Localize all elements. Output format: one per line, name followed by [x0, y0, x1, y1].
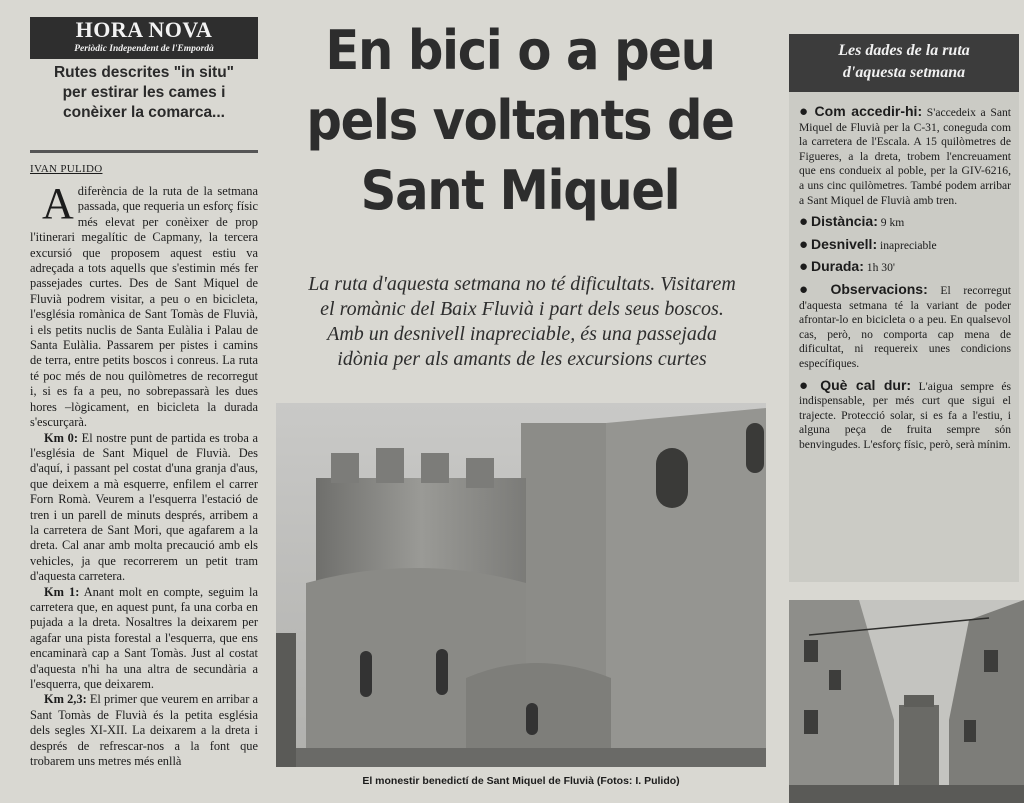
kicker — [30, 63, 258, 123]
masthead-title: HORA NOVA — [75, 17, 213, 42]
masthead — [30, 17, 258, 59]
bullet-icon: ● — [799, 104, 810, 120]
standfirst-line: el romànic del Baix Fluvià i part dels seus boscos. — [320, 298, 724, 320]
paragraph-km0 — [30, 431, 258, 585]
km1-text: Anant molt en compte, seguim la carretera que, en aquest punt, fa una corba en pujada a la dreta. Nosaltres la deixarem per agafar una pista forestal a l'esquerra, que ens encaminarà cap a Sant Tomàs. Just al costat d'aquesta n'hi ha una altra de secundària a l'esquerra, que deixarem. — [30, 584, 258, 691]
info-title-line: Les dades de la ruta — [838, 42, 970, 59]
divider — [30, 150, 258, 153]
byline: IVAN PULIDO — [30, 163, 103, 175]
standfirst-line: Amb un desnivell inapreciable, és una passejada — [327, 323, 717, 345]
drop-cap: A — [42, 179, 74, 228]
info-item-duration — [799, 259, 1011, 276]
info-box-title — [789, 34, 1019, 92]
headline-line: En bici o a peu — [325, 19, 715, 82]
info-label: Durada: — [810, 258, 864, 275]
standfirst-line: La ruta d'aquesta setmana no té dificultats. Visitarem — [308, 273, 736, 295]
kicker-line: Rutes descrites "in situ" — [53, 64, 235, 81]
info-box-body — [799, 104, 1011, 458]
headline-line: pels voltants de — [306, 89, 734, 152]
info-label: Què cal dur: — [820, 376, 912, 393]
article-body — [30, 179, 258, 769]
street-illustration — [789, 600, 1024, 803]
info-label: Desnivell: — [810, 235, 878, 252]
headline — [285, 16, 754, 226]
bullet-icon: ● — [799, 281, 818, 298]
info-text: L'aigua sempre és indispensable, per més curt que sigui el trajecte. Protecció solar, si es fa a l'estiu, i alguna peça de fruita sempre són benvingudes. L'esforç físic, però, serà mínim. — [799, 379, 1011, 451]
kicker-line: per estirar les cames i — [62, 84, 226, 101]
paragraph-km1 — [30, 585, 258, 693]
monastery-photo — [276, 403, 766, 767]
info-item-bring — [799, 378, 1011, 453]
masthead-subtitle: Periòdic Independent de l'Empordà — [74, 44, 214, 54]
photo-caption: El monestir benedictí de Sant Miquel de Fluvià (Fotos: I. Pulido) — [362, 775, 680, 787]
info-label: Observacions: — [830, 280, 928, 297]
bullet-icon: ● — [799, 377, 813, 394]
street-photo — [789, 600, 1024, 803]
bullet-icon: ● — [799, 214, 809, 231]
paragraph-intro — [30, 179, 258, 431]
standfirst — [272, 272, 772, 372]
info-text: 1h 30' — [863, 261, 895, 275]
km0-label: Km 0: — [44, 430, 78, 445]
info-text: 9 km — [877, 216, 905, 230]
km23-text: El primer que veurem en arribar a Sant Tomàs de Fluvià és la petita església dels segles XI-XII. La deixarem a la dreta i després de refrescar-nos a la font que trobarem uns metres més enllà — [30, 692, 258, 769]
kicker-line: conèixer la comarca... — [63, 104, 225, 121]
headline-line: Sant Miquel — [360, 159, 680, 222]
info-item-distance — [799, 214, 1011, 231]
info-title-line: d'aquesta setmana — [842, 64, 966, 81]
info-text: S'accedeix a Sant Miquel de Fluvià per la C-31, coneguda com la carretera de l'Escala. A 15 quilòmetres de Figueres, a la dreta, trobem l'encreuament que ens condueix al poble, per la GIV-6216, a uns cinc quilòmetres. També podem arribar a Sant Miquel de Fluvià amb tren. — [799, 106, 1011, 207]
info-item-elevation — [799, 237, 1011, 254]
standfirst-line: idònia per als amants de les excursions curtes — [337, 348, 707, 370]
info-text: El recorregut d'aquesta setmana té la variant de poder afrontar-lo en bicicleta o a peu. En qualsevol cas, però, no comporta cap mena de dificultat, ni requereix unes condicions específiques. — [799, 283, 1011, 370]
info-label: Com accedir-hi: — [814, 103, 923, 119]
bullet-icon: ● — [799, 236, 809, 253]
paragraph-km23 — [30, 692, 258, 769]
info-item-access — [799, 104, 1011, 208]
monastery-illustration — [276, 403, 766, 767]
bullet-icon: ● — [799, 259, 809, 276]
info-text: inapreciable — [877, 238, 937, 252]
info-item-notes — [799, 282, 1011, 372]
km0-text: El nostre punt de partida es troba a l'església de Sant Miquel de Fluvià. Des d'aquí, i passant pel costat d'una granja d'aus, que deixem a mà esquerre, enfilem el carrer Forn Romà. Veurem a l'esquerra l'estació de tren i un parell de minuts després, arribem a la carretera de Sant Mori, que agafarem a la dreta. Cal anar amb molta precaució amb els vehicles, ja que recorrerem un petit tram d'aquesta carretera. — [30, 430, 258, 584]
km23-label: Km 2,3: — [44, 692, 87, 707]
info-label: Distància: — [810, 213, 878, 230]
intro-text: diferència de la ruta de la setmana passada, que requeria un esforç físic més elevat per conèixer de prop l'itinerari megalític de Capmany, la tercera excursió que proposem aquest estiu va adreçada a tots aquells que s'estimin més fer passejades curtes. Des de Sant Miquel de Fluvià podrem visitar, a peu o en bicicleta, l'església romànica de Sant Tomàs de Fluvià, i els petits nuclis de Santa Eulàlia i Palau de Santa Eulàlia. Passarem per pistes i camins de terra, entre petits boscos i conreus. La ruta té poc més de nou quilòmetres de recorregut i, si es fa a peu, no sobrepassarà les dues hores –lògicament, en bicicleta la durada s'escurçarà. — [30, 184, 258, 430]
km1-label: Km 1: — [44, 584, 80, 599]
